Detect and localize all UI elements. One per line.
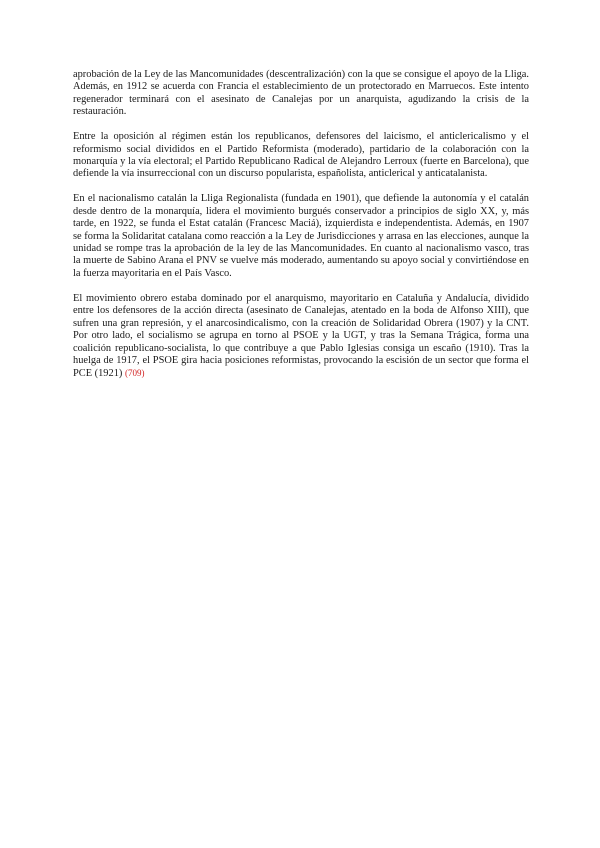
paragraph-text: En el nacionalismo catalán la Lliga Regionalista (fundada en 1901), que defiende la autonomía y el catalán desde dentro de la monarquía, lidera el movimiento burgués conservador a principios de siglo XX, y, más tarde, en 1922, se funda el Estat catalán (Francesc Maciá), izquierdista e independentista. Además, en 1907 se forma la Solidaritat catalana como reacción a la Ley de Jurisdicciones y arrasa en las elecciones, aunque la unidad se rompe tras la aprobación de la ley de las Mancomunidades. En cuanto al nacionalismo vasco, tras la muerte de Sabino Arana el PNV se vuelve más moderado, aumentando su apoyo social y convirtiéndose en la fuerza mayoritaria en el País Vasco.: [73, 193, 529, 279]
paragraph-text: Entre la oposición al régimen están los republicanos, defensores del laicismo, el anticlericalismo y el reformismo social divididos en el Partido Reformista (moderado), partidario de la colaboración con la monarquía y la vía electoral; el Partido Republicano Radical de Alejandro Lerroux (fuerte en Barcelona), que defiende la vía insurreccional con un discurso popularista, españolista, anticlerical y anticatalanista.: [73, 131, 529, 180]
paragraph-text: El movimiento obrero estaba dominado por el anarquismo, mayoritario en Cataluña y Andalucía, dividido entre los defensores de la acción directa (asesinato de Canalejas, atentado en la boda de Alfonso XIII), que sufren una gran represión, y el anarcosindicalismo, con la creación de Solidaridad Obrera (1907) y la CNT. Por otro lado, el socialismo se agrupa en torno al PSOE y la UGT, y tras la Semana Trágica, forma una coalición republicano-socialista, lo que contribuye a que Pablo Iglesias consiga un escaño (1910). Tras la huelga de 1917, el PSOE gira hacia posiciones reformistas, provocando la escisión de un sector que forma el PCE (1921): [73, 292, 529, 380]
paragraph-mancomunidades: [73, 69, 529, 119]
document-body: [73, 69, 529, 393]
paragraph-movimiento-obrero: [73, 293, 529, 381]
word-count-label: (709): [124, 368, 145, 379]
paragraph-nacionalismo: [73, 193, 529, 280]
paragraph-text: aprobación de la Ley de las Mancomunidades (descentralización) con la que se consigue el apoyo de la Lliga. Además, en 1912 se acuerda con Francia el establecimiento de un protectorado en Marruecos. Este intento regenerador terminará con el asesinato de Canalejas por un anarquista, agudizando la crisis de la restauración.: [73, 69, 529, 118]
paragraph-republicanos: [73, 131, 529, 181]
